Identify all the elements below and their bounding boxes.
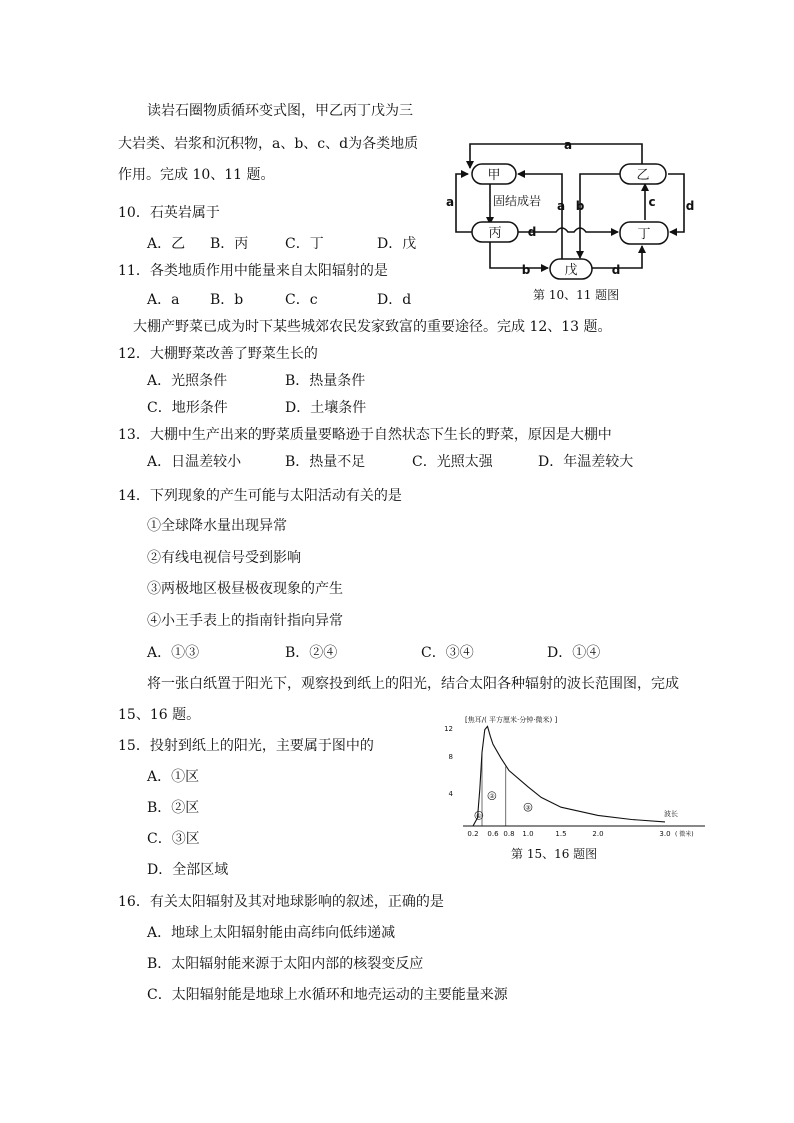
q14-item-2: ②有线电视信号受到影响	[147, 550, 301, 566]
q15-stem: 15．投射到纸上的阳光，主要属于图中的	[118, 738, 374, 754]
q10-stem: 10．石英岩属于	[118, 205, 220, 221]
y-tick-12: 12	[444, 725, 453, 733]
x-tick-label: 0.8	[503, 830, 515, 838]
intro-12-13: 大棚产野菜已成为时下某些城郊农民发家致富的重要途径。完成 12、13 题。	[133, 319, 612, 335]
q14-option-a: A．①③	[147, 645, 200, 661]
x-tick-label: 0.2	[467, 830, 479, 838]
rock-diagram-caption: 第 10、11 题图	[533, 288, 620, 302]
x-tick-label: 3.0	[659, 830, 671, 838]
q12-stem: 12．大棚野菜改善了野菜生长的	[118, 346, 318, 362]
q16-option-b: B．太阳辐射能来源于太阳内部的核裂变反应	[147, 956, 424, 972]
x-tick-label: 1.5	[555, 830, 567, 838]
intro-15-16-line2: 15、16 题。	[118, 707, 201, 723]
node-ding: 丁	[637, 227, 651, 242]
chart-ylabel: [焦耳/( 平方厘米·分钟·微米) ]	[465, 716, 558, 724]
label-d-right: d	[685, 199, 695, 213]
intro-10-11-line2: 大岩类、岩浆和沉积物，a、b、c、d为各类地质	[118, 136, 419, 152]
chart-xlabel: 波长	[664, 810, 678, 818]
label-b-bottom: b	[521, 263, 531, 277]
q14-option-b: B．②④	[285, 645, 338, 661]
intro-10-11-line3: 作用。完成 10、11 题。	[118, 167, 275, 183]
arrow-d-right	[668, 174, 684, 232]
q14-option-d: D．①④	[547, 645, 601, 661]
q11-option-d: D．d	[377, 292, 412, 308]
q10-option-d: D．戊	[377, 236, 417, 252]
node-yi: 乙	[636, 168, 650, 183]
q16-stem: 16．有关太阳辐射及其对地球影响的叙述，正确的是	[118, 894, 444, 910]
q16-option-a: A．地球上太阳辐射能由高纬向低纬递减	[147, 925, 396, 941]
q13-stem: 13．大棚中生产出来的野菜质量要略逊于自然状态下生长的野菜，原因是大棚中	[118, 427, 612, 443]
q14-stem: 14．下列现象的产生可能与太阳活动有关的是	[118, 488, 402, 504]
label-d-mid: d	[527, 225, 537, 239]
label-c: c	[648, 195, 656, 209]
q12-option-d: D．土壤条件	[285, 400, 367, 416]
q11-option-a: A．a	[147, 292, 180, 308]
q12-option-a: A．光照条件	[147, 373, 228, 389]
q15-option-c: C．③区	[147, 831, 200, 847]
region-label: ②	[489, 793, 495, 801]
region-label: ①	[476, 812, 482, 820]
node-wu: 戊	[564, 263, 578, 278]
chart-xunit: ( 微米)	[675, 831, 694, 838]
q15-option-b: B．②区	[147, 800, 200, 816]
node-bing: 丙	[488, 226, 502, 241]
q14-item-3: ③两极地区极昼极夜现象的产生	[147, 581, 343, 597]
label-a-mid: a	[556, 199, 566, 213]
y-tick-4: 4	[448, 790, 453, 798]
intro-10-11-line1: 读岩石圈物质循环变式图，甲乙丙丁戊为三	[147, 103, 413, 119]
x-tick-label: 1.0	[522, 830, 534, 838]
q15-option-d: D．全部区域	[147, 862, 229, 878]
q14-item-4: ④小王手表上的指南针指向异常	[147, 613, 343, 629]
label-d-bottom: d	[611, 263, 621, 277]
spectrum-curve	[473, 726, 665, 826]
arrow-a-left	[456, 174, 472, 232]
q12-option-b: B．热量条件	[285, 373, 366, 389]
x-tick-label: 0.6	[487, 830, 499, 838]
q11-option-c: C．c	[285, 292, 318, 308]
q14-item-1: ①全球降水量出现异常	[147, 518, 287, 534]
arrow-b-yi-to-wu	[580, 174, 620, 258]
q13-option-a: A．日温差较小	[147, 454, 242, 470]
q10-option-a: A．乙	[147, 236, 186, 252]
q10-option-c: C．丁	[285, 236, 324, 252]
q14-option-c: C．③④	[421, 645, 474, 661]
q13-option-d: D．年温差较大	[538, 454, 634, 470]
y-tick-8: 8	[448, 753, 453, 761]
q13-option-c: C．光照太强	[412, 454, 493, 470]
x-tick-label: 2.0	[592, 830, 604, 838]
q16-option-c: C．太阳辐射能是地球上水循环和地壳运动的主要能量来源	[147, 987, 508, 1003]
q12-option-c: C．地形条件	[147, 400, 228, 416]
arrow-a-mid	[518, 174, 562, 262]
q10-option-b: B．丙	[210, 236, 249, 252]
spectrum-caption: 第 15、16 题图	[511, 847, 598, 861]
label-a-left: a	[445, 195, 455, 209]
arrow-b-bing-to-wu	[490, 242, 548, 268]
label-consolidate: 固结成岩	[492, 194, 542, 208]
rock-cycle-diagram	[440, 132, 700, 287]
label-a-top: a	[563, 138, 573, 152]
q11-stem: 11．各类地质作用中能量来自太阳辐射的是	[118, 263, 388, 279]
node-jia: 甲	[487, 168, 501, 183]
region-label: ③	[525, 804, 531, 812]
q13-option-b: B．热量不足	[285, 454, 366, 470]
q15-option-a: A．①区	[147, 769, 200, 785]
spectrum-chart	[435, 708, 715, 843]
label-b-mid: b	[575, 199, 585, 213]
q11-option-b: B．b	[210, 292, 244, 308]
intro-15-16-line1: 将一张白纸置于阳光下，观察投到纸上的阳光，结合太阳各种辐射的波长范围图，完成	[147, 676, 679, 692]
